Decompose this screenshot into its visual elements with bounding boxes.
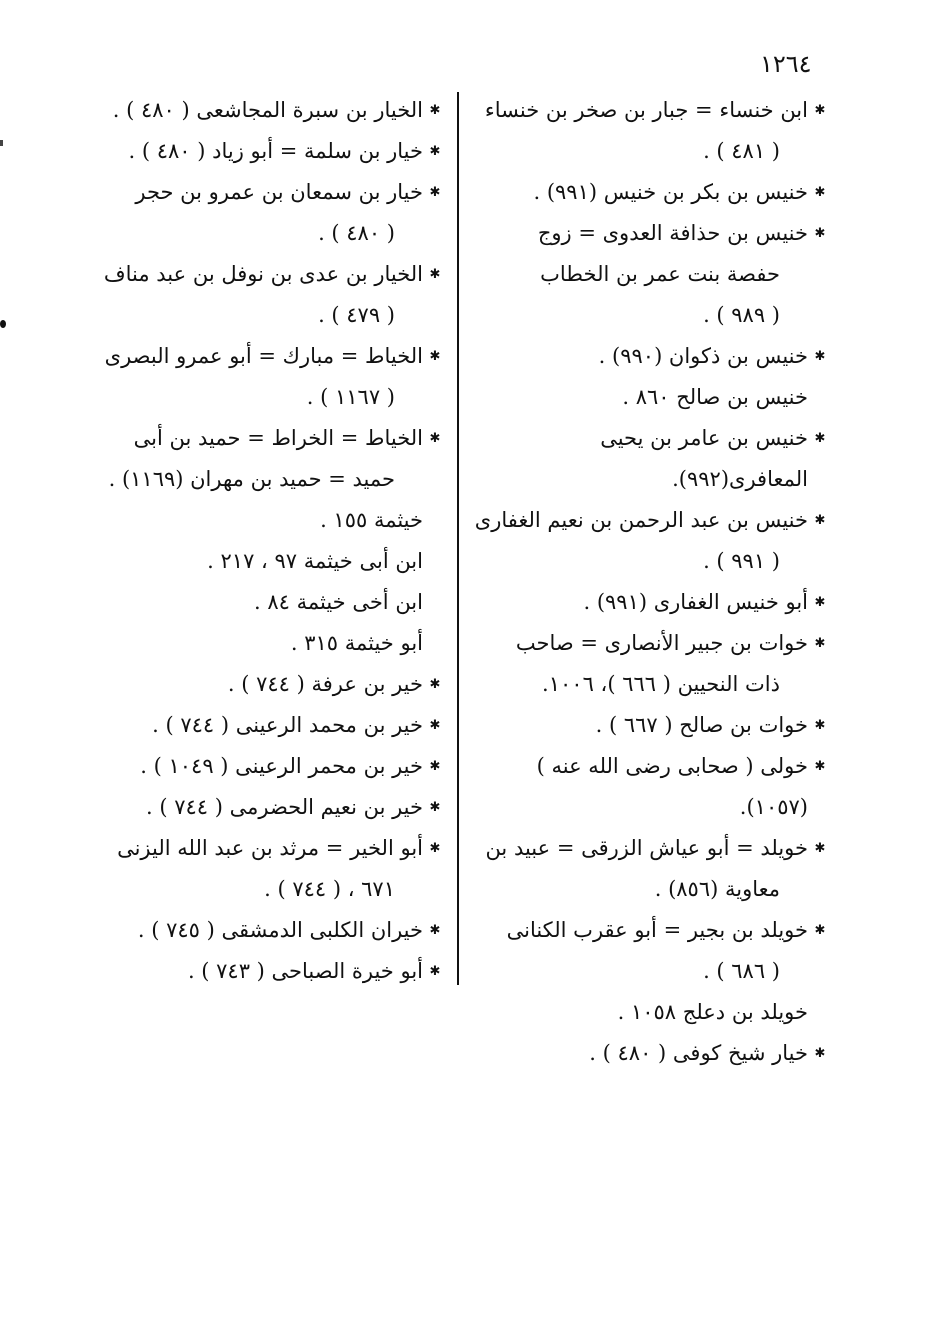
asterisk-icon: ✱ [429, 800, 441, 815]
asterisk-icon: ✱ [429, 964, 441, 979]
margin-tick [0, 140, 3, 146]
entry-text: خنيس بن صالح ٨٦٠ . [622, 385, 808, 409]
index-entry [468, 172, 830, 213]
entry-text: الخيار بن عدى بن نوفل بن عبد مناف [103, 262, 423, 286]
entry-continuation: ( ١١٦٧ ) . [306, 385, 395, 409]
asterisk-icon: ✱ [814, 718, 826, 733]
entry-continuation: حفصة بنت عمر بن الخطاب [540, 262, 780, 286]
index-entry [468, 500, 830, 582]
asterisk-icon: ✱ [814, 185, 826, 200]
asterisk-icon: ✱ [429, 144, 441, 159]
entry-text: خير بن محمر الرعينى ( ١٠٤٩ ) . [140, 754, 423, 778]
asterisk-icon: ✱ [814, 841, 826, 856]
asterisk-icon: ✱ [814, 636, 826, 651]
index-column-left [90, 90, 445, 992]
index-entry [90, 90, 445, 131]
index-entry [468, 418, 830, 500]
asterisk-icon: ✱ [814, 1046, 826, 1061]
index-entry [468, 336, 830, 377]
entry-text: خولى ( صحابى رضى الله عنه ) (١٠٥٧). [536, 754, 808, 819]
entry-continuation: ( ٩٩١ ) . [703, 549, 780, 573]
entry-text: خير بن محمد الرعينى ( ٧٤٤ ) . [152, 713, 423, 737]
entry-text: خنيس بن ذكوان (٩٩٠) . [598, 344, 808, 368]
asterisk-icon: ✱ [429, 677, 441, 692]
index-entry [90, 787, 445, 828]
entry-text: ابن خنساء = جبار بن صخر بن خنساء [484, 98, 808, 122]
index-entry [468, 992, 830, 1033]
entry-text: خيار بن سلمة = أبو زياد ( ٤٨٠ ) . [128, 139, 423, 163]
entry-continuation: حميد = حميد بن مهران (١١٦٩) . [108, 467, 395, 491]
entry-text: خنيس بن بكر بن خنيس (٩٩١) . [533, 180, 808, 204]
page-number: ١٢٦٤ [760, 50, 812, 78]
index-entry [90, 951, 445, 992]
index-entry [90, 541, 445, 582]
asterisk-icon: ✱ [814, 103, 826, 118]
index-entry [90, 131, 445, 172]
entry-text: ابن أبى خيثمة ٩٧ ، ٢١٧ . [207, 549, 423, 573]
asterisk-icon: ✱ [429, 103, 441, 118]
entry-text: خيار شيخ كوفى ( ٤٨٠ ) . [589, 1041, 808, 1065]
asterisk-icon: ✱ [814, 595, 826, 610]
index-entry [468, 705, 830, 746]
entry-continuation: ٦٧١ ، ( ٧٤٤ ) . [264, 877, 395, 901]
asterisk-icon: ✱ [814, 349, 826, 364]
entry-text: خوات بن صالح ( ٦٦٧ ) . [595, 713, 808, 737]
index-entry [468, 213, 830, 336]
asterisk-icon: ✱ [429, 431, 441, 446]
entry-text: أبو الخير = مرثد بن عبد الله اليزنى [117, 836, 423, 860]
entry-text: خويلد بن بجير = أبو عقرب الكنانى [506, 918, 808, 942]
entry-text: الخياط = الخراط = حميد بن أبى [133, 426, 423, 450]
index-entry [468, 746, 830, 828]
index-entry [90, 746, 445, 787]
asterisk-icon: ✱ [814, 431, 826, 446]
index-entry [90, 664, 445, 705]
index-entry [468, 1033, 830, 1074]
entry-text: خير بن عرفة ( ٧٤٤ ) . [227, 672, 423, 696]
index-entry [90, 828, 445, 910]
entry-text: خيران الكلبى الدمشقى ( ٧٤٥ ) . [137, 918, 423, 942]
entry-text: أبو خيرة الصباحى ( ٧٤٣ ) . [187, 959, 423, 983]
entry-continuation: ( ٩٨٩ ) . [703, 303, 780, 327]
index-entry [90, 623, 445, 664]
asterisk-icon: ✱ [429, 718, 441, 733]
entry-text: خنيس بن عامر بن يحيى المعافرى(٩٩٢). [600, 426, 808, 491]
index-entry [468, 377, 830, 418]
index-entry [90, 910, 445, 951]
entry-text: خنيس بن عبد الرحمن بن نعيم الغفارى [474, 508, 808, 532]
index-entry [90, 418, 445, 500]
asterisk-icon: ✱ [429, 349, 441, 364]
entry-text: أبو خنيس الغفارى (٩٩١) . [583, 590, 808, 614]
asterisk-icon: ✱ [429, 185, 441, 200]
index-entry [468, 910, 830, 992]
column-divider [457, 92, 459, 985]
entry-text: خيثمة ١٥٥ . [320, 508, 423, 532]
asterisk-icon: ✱ [814, 759, 826, 774]
asterisk-icon: ✱ [429, 841, 441, 856]
margin-mark [0, 320, 6, 328]
index-entry [468, 828, 830, 910]
entry-text: ابن أخى خيثمة ٨٤ . [254, 590, 423, 614]
index-entry [468, 90, 830, 172]
entry-continuation: ( ٤٧٩ ) . [318, 303, 395, 327]
index-entry [90, 254, 445, 336]
asterisk-icon: ✱ [429, 267, 441, 282]
entry-text: خيار بن سمعان بن عمرو بن حجر [135, 180, 423, 204]
entry-continuation: ( ٦٨٦ ) . [703, 959, 780, 983]
entry-text: أبو خيثمة ٣١٥ . [290, 631, 423, 655]
entry-continuation: ( ٤٨١ ) . [703, 139, 780, 163]
index-entry [90, 172, 445, 254]
entry-text: الخيار بن سبرة المجاشعى ( ٤٨٠ ) . [112, 98, 423, 122]
asterisk-icon: ✱ [814, 923, 826, 938]
index-entry [468, 582, 830, 623]
index-entry [90, 582, 445, 623]
index-entry [90, 705, 445, 746]
asterisk-icon: ✱ [429, 923, 441, 938]
index-entry [90, 336, 445, 418]
index-entry [90, 500, 445, 541]
entry-text: خويلد = أبو عياش الزرقى = عبيد بن [485, 836, 808, 860]
entry-continuation: ذات النحيين ( ٦٦٦ )، ١٠٠٦. [542, 672, 780, 696]
asterisk-icon: ✱ [429, 759, 441, 774]
entry-text: خير بن نعيم الحضرمى ( ٧٤٤ ) . [146, 795, 423, 819]
index-entry [468, 623, 830, 705]
index-column-right [468, 90, 830, 1074]
entry-text: خنيس بن حذافة العدوى = زوج [537, 221, 808, 245]
asterisk-icon: ✱ [814, 513, 826, 528]
entry-text: خوات بن جبير الأنصارى = صاحب [515, 631, 808, 655]
entry-text: خويلد بن دعلج ١٠٥٨ . [617, 1000, 808, 1024]
entry-continuation: ( ٤٨٠ ) . [318, 221, 395, 245]
entry-text: الخياط = مبارك = أبو عمرو البصرى [104, 344, 423, 368]
asterisk-icon: ✱ [814, 226, 826, 241]
entry-continuation: معاوية (٨٥٦) . [654, 877, 780, 901]
